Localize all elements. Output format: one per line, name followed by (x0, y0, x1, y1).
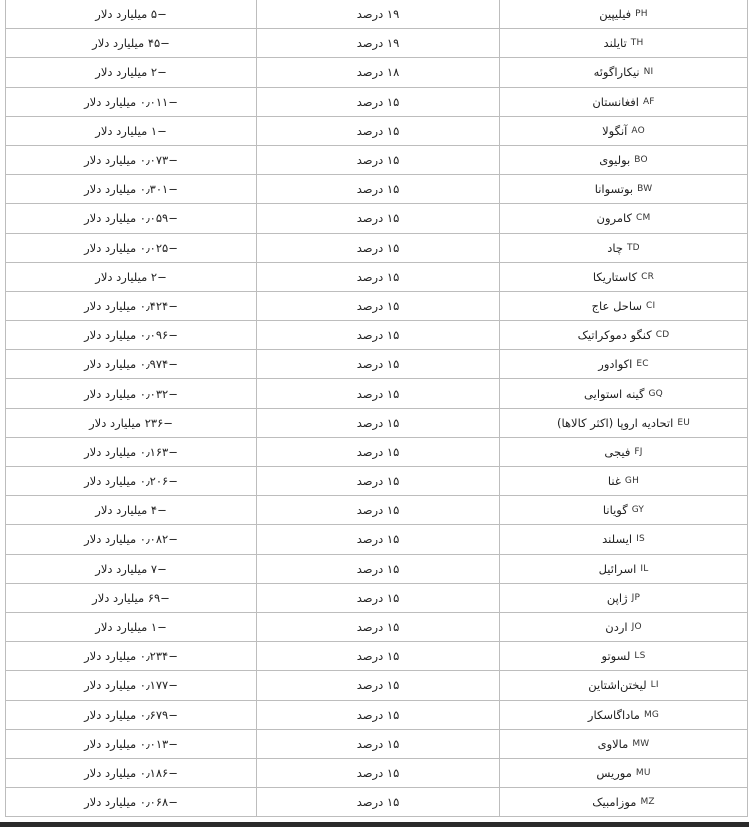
table-row (6, 379, 748, 408)
country-code: AO (631, 125, 645, 136)
trade-balance-value: −۷ میلیارد دلار (95, 561, 167, 576)
tariff-rate-value: ۱۸ درصد (356, 65, 400, 80)
amount-cell (6, 642, 257, 671)
country-cell (500, 29, 748, 58)
tariff-rate-value: ۱۵ درصد (356, 211, 400, 226)
country-code: CD (655, 330, 670, 341)
tariff-rate-value: ۱۵ درصد (356, 474, 400, 489)
tariff-rate-value: ۱۵ درصد (356, 123, 400, 138)
amount-cell (6, 758, 257, 787)
country-name: نیکاراگوئه (593, 65, 640, 80)
country-code: IS (636, 534, 645, 545)
tariff-rate-value: ۱۵ درصد (356, 532, 400, 547)
amount-cell (6, 496, 257, 525)
country-label (596, 759, 650, 787)
bottom-scrollbar[interactable] (0, 822, 749, 827)
country-label (594, 58, 654, 86)
country-code: MG (643, 709, 660, 720)
country-name: افغانستان (592, 94, 639, 109)
country-name: مالاوی (597, 736, 629, 751)
country-cell (500, 58, 748, 87)
country-name: ساحل عاج (591, 298, 643, 313)
country-cell (500, 379, 748, 408)
tariff-rate-value: ۱۵ درصد (356, 415, 400, 430)
rate-cell (257, 116, 500, 145)
country-label (588, 701, 659, 729)
table-row (6, 29, 748, 58)
tariff-rate-value: ۱۹ درصد (356, 36, 400, 51)
amount-cell (6, 175, 257, 204)
tariff-rate-value: ۱۵ درصد (356, 765, 400, 780)
tariff-rate-value: ۱۵ درصد (356, 357, 400, 372)
country-label (604, 438, 642, 466)
rate-cell (257, 642, 500, 671)
amount-cell (6, 116, 257, 145)
country-name: لیختن‌اشتاین (588, 678, 647, 693)
country-cell (500, 321, 748, 350)
tariff-rate-value: ۱۵ درصد (356, 94, 400, 109)
country-label (584, 380, 663, 408)
country-cell (500, 583, 748, 612)
country-name: چاد (607, 240, 623, 255)
rate-cell (257, 0, 500, 29)
trade-balance-value: −۰٫۱۶۳ میلیارد دلار (84, 444, 178, 459)
rate-cell (257, 467, 500, 496)
amount-cell (6, 321, 257, 350)
trade-balance-value: −۰٫۰۱۱ میلیارد دلار (84, 94, 178, 109)
country-label (592, 788, 655, 816)
table-row (6, 496, 748, 525)
amount-cell (6, 437, 257, 466)
rate-cell (257, 29, 500, 58)
table-row (6, 583, 748, 612)
country-name: اتحادیه اروپا (اکثر کالاها) (556, 415, 674, 430)
country-label (605, 613, 641, 641)
table-row (6, 554, 748, 583)
country-name: غنا (607, 474, 621, 489)
country-name: فیلیپین (599, 7, 632, 22)
table-row (6, 145, 748, 174)
trade-balance-value: −۰٫۲۳۴ میلیارد دلار (84, 649, 178, 664)
rate-cell (257, 58, 500, 87)
rate-cell (257, 233, 500, 262)
country-code: GQ (648, 388, 663, 399)
country-code: JO (631, 622, 642, 633)
country-cell (500, 496, 748, 525)
rate-cell (257, 612, 500, 641)
country-label (607, 584, 640, 612)
country-name: بولیوی (599, 153, 631, 168)
country-cell (500, 233, 748, 262)
country-name: اردن (605, 620, 628, 635)
country-code: GH (624, 476, 640, 487)
rate-cell (257, 729, 500, 758)
country-name: ماداگاسکار (587, 707, 640, 722)
amount-cell (6, 379, 257, 408)
country-code: LS (634, 651, 646, 662)
country-label (598, 350, 648, 378)
country-label (592, 88, 654, 116)
table-row (6, 262, 748, 291)
rate-cell (257, 175, 500, 204)
trade-balance-value: −۴۵ میلیارد دلار (92, 36, 170, 51)
table-row (6, 87, 748, 116)
table-row (6, 671, 748, 700)
tariff-rate-value: ۱۵ درصد (356, 328, 400, 343)
country-cell (500, 788, 748, 817)
country-name: ایسلند (602, 532, 633, 547)
country-label (608, 467, 639, 495)
country-cell (500, 700, 748, 729)
table-row (6, 58, 748, 87)
country-label (599, 146, 648, 174)
rate-cell (257, 87, 500, 116)
country-cell (500, 204, 748, 233)
country-cell (500, 554, 748, 583)
tariff-rate-value: ۱۵ درصد (356, 269, 400, 284)
country-cell (500, 671, 748, 700)
rate-cell (257, 788, 500, 817)
country-name: موریس (596, 765, 632, 780)
country-label (578, 321, 670, 349)
country-name: کامرون (596, 211, 633, 226)
country-code: BW (637, 184, 653, 195)
country-cell (500, 467, 748, 496)
amount-cell (6, 291, 257, 320)
country-code: MZ (640, 797, 655, 808)
country-name: اسرائیل (598, 561, 637, 576)
country-label (602, 642, 646, 670)
country-label (557, 409, 690, 437)
rate-cell (257, 700, 500, 729)
rate-cell (257, 554, 500, 583)
table-row (6, 758, 748, 787)
country-cell (500, 291, 748, 320)
country-cell (500, 612, 748, 641)
tariff-rate-value: ۱۵ درصد (356, 503, 400, 518)
country-code: NI (643, 67, 654, 78)
country-name: گینه استوایی (584, 386, 645, 401)
tariff-rate-value: ۱۵ درصد (356, 649, 400, 664)
table-row (6, 204, 748, 233)
country-code: TH (630, 38, 644, 49)
country-code: EC (636, 359, 649, 370)
country-name: آنگولا (602, 123, 628, 138)
country-label (597, 204, 651, 232)
table-row (6, 729, 748, 758)
country-name: تایلند (603, 36, 627, 51)
rate-cell (257, 671, 500, 700)
trade-balance-value: −۰٫۶۷۹ میلیارد دلار (84, 707, 178, 722)
country-cell (500, 87, 748, 116)
country-cell (500, 262, 748, 291)
tariff-rate-value: ۱۵ درصد (356, 795, 400, 810)
country-code: AF (642, 96, 655, 107)
table-row (6, 525, 748, 554)
country-label (604, 29, 644, 57)
country-code: CI (646, 300, 656, 311)
country-code: CM (636, 213, 651, 224)
amount-cell (6, 408, 257, 437)
trade-balance-value: −۰٫۱۸۶ میلیارد دلار (84, 765, 178, 780)
trade-balance-value: −۲ میلیارد دلار (95, 269, 167, 284)
tariff-rate-value: ۱۵ درصد (356, 620, 400, 635)
table-row (6, 467, 748, 496)
amount-cell (6, 525, 257, 554)
country-cell (500, 729, 748, 758)
rate-cell (257, 525, 500, 554)
country-cell (500, 175, 748, 204)
table-row (6, 788, 748, 817)
country-name: کنگو دموکراتیک (577, 328, 652, 343)
rate-cell (257, 350, 500, 379)
amount-cell (6, 700, 257, 729)
trade-balance-value: −۰٫۲۰۶ میلیارد دلار (84, 474, 178, 489)
amount-cell (6, 583, 257, 612)
rate-cell (257, 291, 500, 320)
country-cell (500, 758, 748, 787)
country-code: CR (641, 271, 655, 282)
amount-cell (6, 204, 257, 233)
rate-cell (257, 583, 500, 612)
table-row (6, 116, 748, 145)
amount-cell (6, 145, 257, 174)
tariff-rate-value: ۱۵ درصد (356, 590, 400, 605)
table-row (6, 408, 748, 437)
country-code: MU (635, 767, 651, 778)
amount-cell (6, 58, 257, 87)
rate-cell (257, 408, 500, 437)
trade-balance-value: −۵ میلیارد دلار (95, 7, 167, 22)
country-name: لسوتو (601, 649, 631, 664)
country-label (595, 175, 653, 203)
amount-cell (6, 729, 257, 758)
trade-balance-value: −۴ میلیارد دلار (95, 503, 167, 518)
trade-balance-value: −۶۹ میلیارد دلار (92, 590, 170, 605)
country-label (603, 496, 644, 524)
country-name: گویانا (602, 503, 628, 518)
trade-balance-value: −۰٫۰۳۲ میلیارد دلار (84, 386, 178, 401)
table-row (6, 233, 748, 262)
country-cell (500, 408, 748, 437)
trade-balance-value: −۲ میلیارد دلار (95, 65, 167, 80)
country-label (602, 525, 645, 553)
country-label (598, 730, 650, 758)
trade-balance-value: −۰٫۰۱۳ میلیارد دلار (84, 736, 178, 751)
table-row (6, 437, 748, 466)
country-label (599, 555, 649, 583)
amount-cell (6, 0, 257, 29)
table-row (6, 175, 748, 204)
trade-balance-value: −۰٫۰۷۳ میلیارد دلار (84, 153, 178, 168)
tariff-rate-value: ۱۵ درصد (356, 240, 400, 255)
table-row (6, 321, 748, 350)
tariff-rate-value: ۱۵ درصد (356, 153, 400, 168)
table-row (6, 350, 748, 379)
country-name: موزامبیک (592, 795, 637, 810)
trade-balance-value: −۲۳۶ میلیارد دلار (89, 415, 173, 430)
country-label (592, 292, 656, 320)
trade-balance-value: −۰٫۰۵۹ میلیارد دلار (84, 211, 178, 226)
trade-balance-value: −۰٫۰۸۲ میلیارد دلار (84, 532, 178, 547)
amount-cell (6, 350, 257, 379)
country-label (593, 263, 654, 291)
country-label (588, 671, 658, 699)
trade-balance-value: −۰٫۴۲۴ میلیارد دلار (84, 298, 178, 313)
amount-cell (6, 467, 257, 496)
table-row (6, 291, 748, 320)
country-code: PH (635, 9, 648, 20)
rate-cell (257, 379, 500, 408)
country-cell (500, 145, 748, 174)
rate-cell (257, 204, 500, 233)
amount-cell (6, 671, 257, 700)
amount-cell (6, 29, 257, 58)
country-code: IL (640, 563, 649, 574)
tariff-rate-value: ۱۵ درصد (356, 298, 400, 313)
tariff-rate-value: ۱۵ درصد (356, 678, 400, 693)
country-cell (500, 437, 748, 466)
country-code: EU (677, 417, 691, 428)
country-code: BO (634, 155, 648, 166)
tariff-rate-value: ۱۵ درصد (356, 707, 400, 722)
rate-cell (257, 496, 500, 525)
amount-cell (6, 233, 257, 262)
table-row (6, 700, 748, 729)
amount-cell (6, 788, 257, 817)
country-cell (500, 525, 748, 554)
country-label (599, 0, 648, 28)
country-name: ژاپن (606, 590, 628, 605)
table-row (6, 0, 748, 29)
country-cell (500, 116, 748, 145)
rate-cell (257, 262, 500, 291)
country-cell (500, 350, 748, 379)
trade-balance-value: −۰٫۰۶۸ میلیارد دلار (84, 795, 178, 810)
country-code: LI (650, 680, 659, 691)
country-name: بوتسوانا (594, 182, 634, 197)
trade-balance-value: −۰٫۰۹۶ میلیارد دلار (84, 328, 178, 343)
trade-balance-value: −۰٫۹۷۴ میلیارد دلار (84, 357, 178, 372)
country-label (602, 117, 645, 145)
tariff-rate-value: ۱۵ درصد (356, 386, 400, 401)
rate-cell (257, 758, 500, 787)
country-code: GY (631, 505, 645, 516)
country-name: اکوادور (598, 357, 633, 372)
country-code: FJ (634, 446, 643, 457)
tariff-table (5, 0, 748, 817)
country-code: TD (626, 242, 640, 253)
tariff-rate-value: ۱۵ درصد (356, 736, 400, 751)
tariff-rate-value: ۱۵ درصد (356, 444, 400, 459)
country-cell (500, 642, 748, 671)
trade-balance-value: −۱ میلیارد دلار (95, 123, 167, 138)
tariff-rate-value: ۱۹ درصد (356, 7, 400, 22)
country-code: JP (631, 592, 641, 603)
rate-cell (257, 321, 500, 350)
amount-cell (6, 554, 257, 583)
rate-cell (257, 437, 500, 466)
trade-balance-value: −۱ میلیارد دلار (95, 620, 167, 635)
country-label (607, 234, 640, 262)
amount-cell (6, 262, 257, 291)
country-name: کاستاریکا (592, 269, 638, 284)
amount-cell (6, 87, 257, 116)
country-code: MW (632, 738, 650, 749)
table-row (6, 612, 748, 641)
country-cell (500, 0, 748, 29)
tariff-rate-value: ۱۵ درصد (356, 182, 400, 197)
amount-cell (6, 612, 257, 641)
trade-balance-value: −۰٫۳۰۱ میلیارد دلار (84, 182, 178, 197)
rate-cell (257, 145, 500, 174)
country-name: فیجی (604, 444, 631, 459)
trade-balance-value: −۰٫۰۲۵ میلیارد دلار (84, 240, 178, 255)
tariff-rate-value: ۱۵ درصد (356, 561, 400, 576)
tariff-table-body (6, 0, 748, 817)
trade-balance-value: −۰٫۱۷۷ میلیارد دلار (84, 678, 178, 693)
table-row (6, 642, 748, 671)
